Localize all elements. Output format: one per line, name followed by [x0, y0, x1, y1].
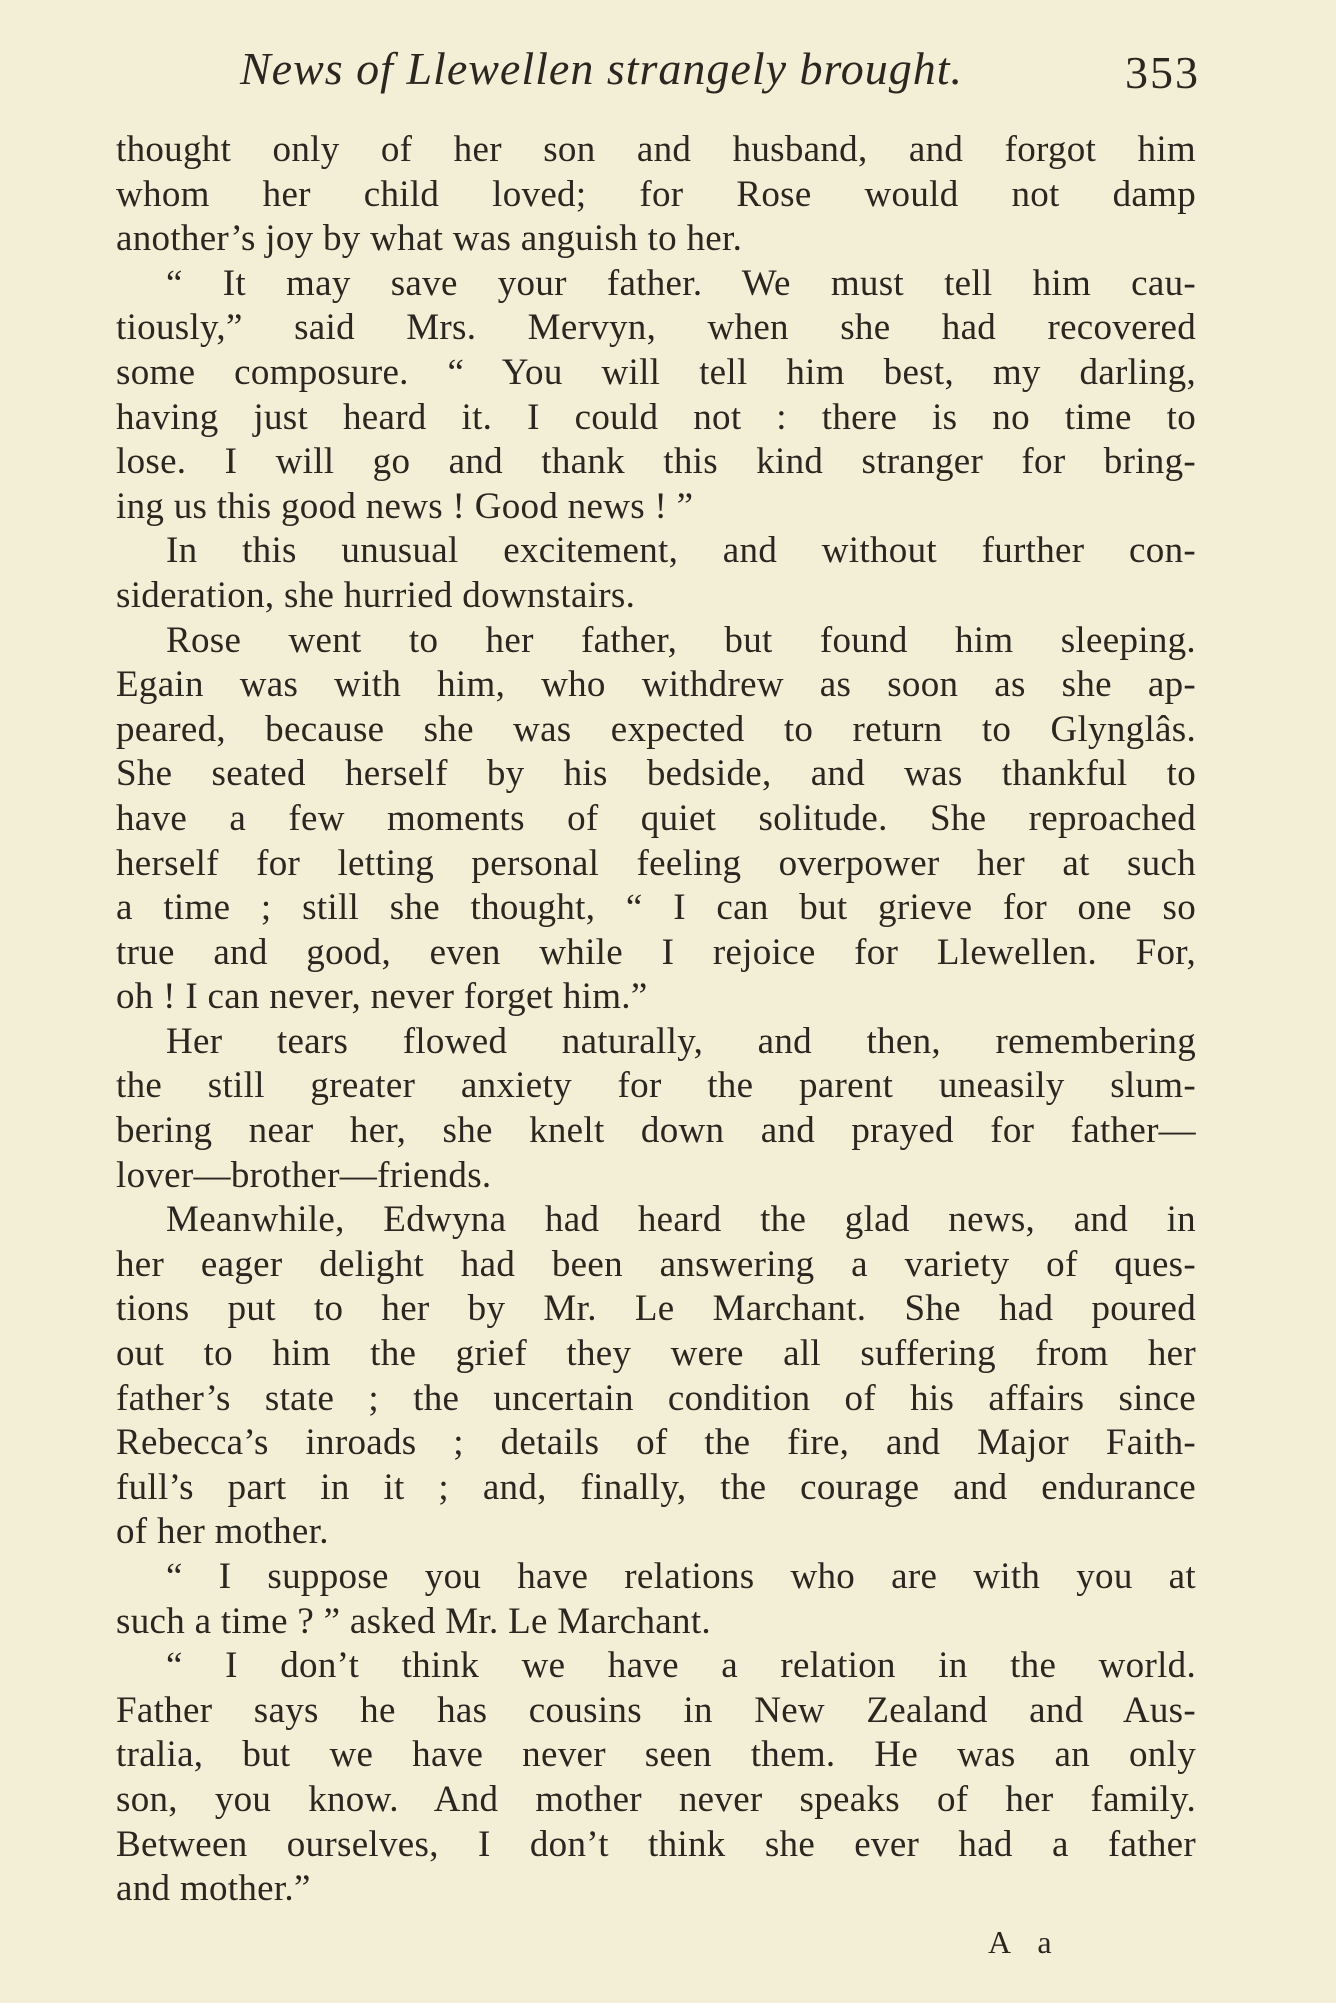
text-line: She seated herself by his bedside, and was thankful to: [116, 753, 1196, 795]
text-line: tions put to her by Mr. Le Marchant. She had poured: [116, 1288, 1196, 1330]
text-line: Rose went to her father, but found him sleeping.: [166, 619, 1196, 661]
text-line: and mother.”: [116, 1868, 311, 1910]
text-line: peared, because she was expected to return to Glynglâs.: [116, 708, 1196, 750]
text-line: such a time ? ” asked Mr. Le Marchant.: [116, 1600, 711, 1642]
text-line: ing us this good news ! Good news ! ”: [116, 485, 694, 527]
text-line: a time ; still she thought, “ I can but grieve for one so: [116, 887, 1196, 929]
text-line: have a few moments of quiet solitude. She reproached: [116, 797, 1196, 839]
signature-mark: A a: [988, 1924, 1062, 1960]
text-line: having just heard it. I could not : there is no time to: [116, 396, 1196, 438]
text-line: Between ourselves, I don’t think she ever had a father: [116, 1823, 1196, 1865]
text-line: full’s part in it ; and, finally, the courage and endurance: [116, 1466, 1196, 1508]
text-line: “ It may save your father. We must tell him cau-: [166, 262, 1196, 304]
text-line: lover—brother—friends.: [116, 1154, 492, 1196]
text-line: Egain was with him, who withdrew as soon as she ap-: [116, 664, 1196, 706]
text-line: tiously,” said Mrs. Mervyn, when she had recovered: [116, 307, 1196, 349]
text-line: the still greater anxiety for the parent uneasily slum-: [116, 1065, 1196, 1107]
text-line: son, you know. And mother never speaks of her family.: [116, 1778, 1196, 1820]
text-line: bering near her, she knelt down and prayed for father—: [116, 1110, 1196, 1152]
text-line: out to him the grief they were all suffering from her: [116, 1333, 1196, 1375]
running-head: [240, 42, 1200, 112]
text-line: some composure. “ You will tell him best, my darling,: [116, 351, 1196, 393]
page-number: 353: [1125, 47, 1200, 98]
text-line: Meanwhile, Edwyna had heard the glad news, and in: [166, 1199, 1196, 1241]
body-text: [116, 128, 1196, 1912]
text-line: oh ! I can never, never forget him.”: [116, 976, 648, 1018]
text-line: sideration, she hurried downstairs.: [116, 574, 636, 616]
text-line: thought only of her son and husband, and forgot him: [116, 129, 1196, 170]
text-line: her eager delight had been answering a variety of ques-: [116, 1243, 1196, 1285]
text-line: “ I suppose you have relations who are with you at: [166, 1556, 1196, 1597]
text-line: In this unusual excitement, and without further con-: [166, 530, 1196, 572]
text-line: herself for letting personal feeling overpower her at such: [116, 842, 1196, 884]
text-line: Rebecca’s inroads ; details of the fire, and Major Faith-: [116, 1422, 1196, 1464]
text-line: of her mother.: [116, 1511, 329, 1553]
text-line: lose. I will go and thank this kind stranger for bring-: [116, 441, 1196, 483]
text-line: Father says he has cousins in New Zealand and Aus-: [116, 1689, 1196, 1731]
text-line: true and good, even while I rejoice for Llewellen. For,: [116, 931, 1196, 973]
text-line: tralia, but we have never seen them. He was an only: [116, 1734, 1196, 1776]
text-line: another’s joy by what was anguish to her.: [116, 218, 743, 260]
text-line: Her tears flowed naturally, and then, remembering: [166, 1020, 1196, 1062]
text-line: father’s state ; the uncertain condition of his affairs since: [116, 1377, 1196, 1419]
text-line: whom her child loved; for Rose would not damp: [116, 173, 1196, 215]
text-line: “ I don’t think we have a relation in the world.: [166, 1645, 1196, 1687]
running-title: News of Llewellen strangely brought.: [240, 43, 963, 94]
